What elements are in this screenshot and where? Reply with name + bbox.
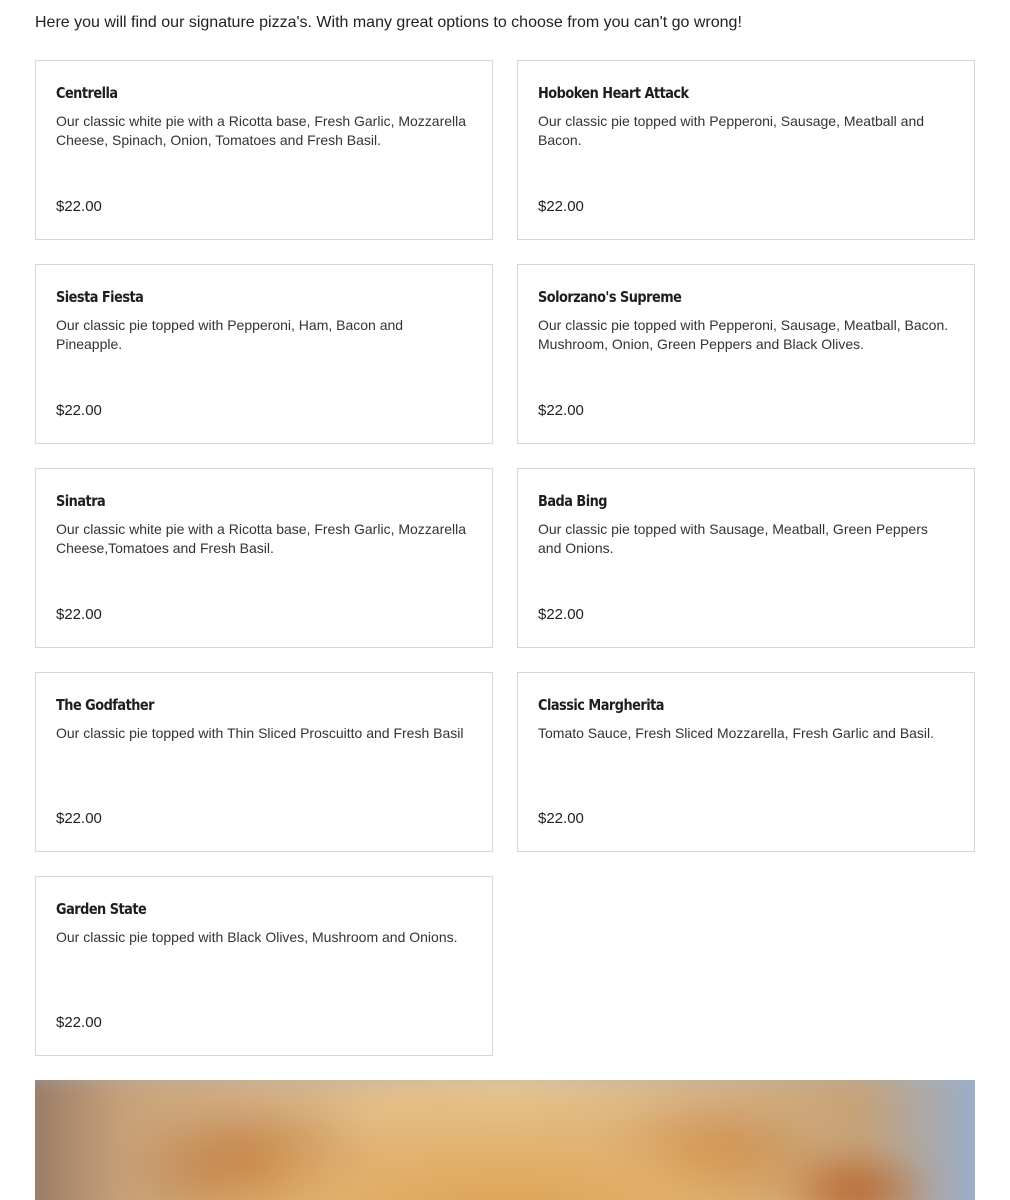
- menu-item-name: Sinatra: [56, 492, 106, 510]
- menu-item-price: $22.00: [56, 1014, 102, 1031]
- menu-grid: [35, 60, 975, 1056]
- menu-item-description: Our classic pie topped with Thin Sliced Proscuitto and Fresh Basil: [56, 725, 464, 741]
- menu-item-price: $22.00: [538, 402, 584, 419]
- menu-item-name: Solorzano's Supreme: [538, 288, 682, 306]
- menu-item-card[interactable]: [35, 264, 493, 444]
- menu-item-description: Tomato Sauce, Fresh Sliced Mozzarella, Fresh Garlic and Basil.: [538, 725, 935, 741]
- menu-item-card[interactable]: [35, 468, 493, 648]
- menu-item-price: $22.00: [538, 198, 584, 215]
- menu-item-price: $22.00: [56, 606, 102, 623]
- menu-item-price: $22.00: [538, 606, 584, 623]
- menu-item-price: $22.00: [538, 810, 584, 827]
- menu-item-price: $22.00: [56, 402, 102, 419]
- menu-item-card[interactable]: [517, 60, 975, 240]
- menu-item-name: Classic Margherita: [538, 696, 664, 714]
- menu-item-card[interactable]: [35, 672, 493, 852]
- menu-item-name: Siesta Fiesta: [56, 288, 144, 306]
- menu-item-name: The Godfather: [56, 696, 154, 714]
- menu-item-name: Garden State: [56, 900, 147, 918]
- menu-item-card[interactable]: [517, 468, 975, 648]
- menu-item-name: Centrella: [56, 84, 118, 102]
- menu-item-price: $22.00: [56, 198, 102, 215]
- menu-item-description: Our classic pie topped with Pepperoni, Sausage, Meatball and Bacon.: [538, 113, 925, 148]
- menu-item-description: Our classic pie topped with Pepperoni, Sausage, Meatball, Bacon. Mushroom, Onion, Green Peppers and Black Olives.: [538, 317, 949, 352]
- menu-item-description: Our classic pie topped with Pepperoni, Ham, Bacon and Pineapple.: [56, 317, 404, 352]
- menu-item-name: Bada Bing: [538, 492, 608, 510]
- menu-item-card[interactable]: [517, 264, 975, 444]
- menu-item-description: Our classic pie topped with Sausage, Meatball, Green Peppers and Onions.: [538, 521, 928, 556]
- pizza-photo-blur: [35, 1080, 975, 1200]
- menu-item-name: Hoboken Heart Attack: [538, 84, 689, 102]
- menu-item-card[interactable]: [35, 876, 493, 1056]
- menu-item-card[interactable]: [35, 60, 493, 240]
- pizza-banner-image: [35, 1080, 975, 1200]
- menu-item-card[interactable]: [517, 672, 975, 852]
- menu-item-price: $22.00: [56, 810, 102, 827]
- menu-item-description: Our classic white pie with a Ricotta base, Fresh Garlic, Mozzarella Cheese,Tomatoes and Fresh Basil.: [56, 521, 467, 556]
- menu-item-description: Our classic pie topped with Black Olives, Mushroom and Onions.: [56, 929, 458, 945]
- menu-intro-text: Here you will find our signature pizza's. With many great options to choose from you can't go wrong!: [35, 14, 742, 31]
- menu-item-description: Our classic white pie with a Ricotta base, Fresh Garlic, Mozzarella Cheese, Spinach, Onion, Tomatoes and Fresh Basil.: [56, 113, 467, 148]
